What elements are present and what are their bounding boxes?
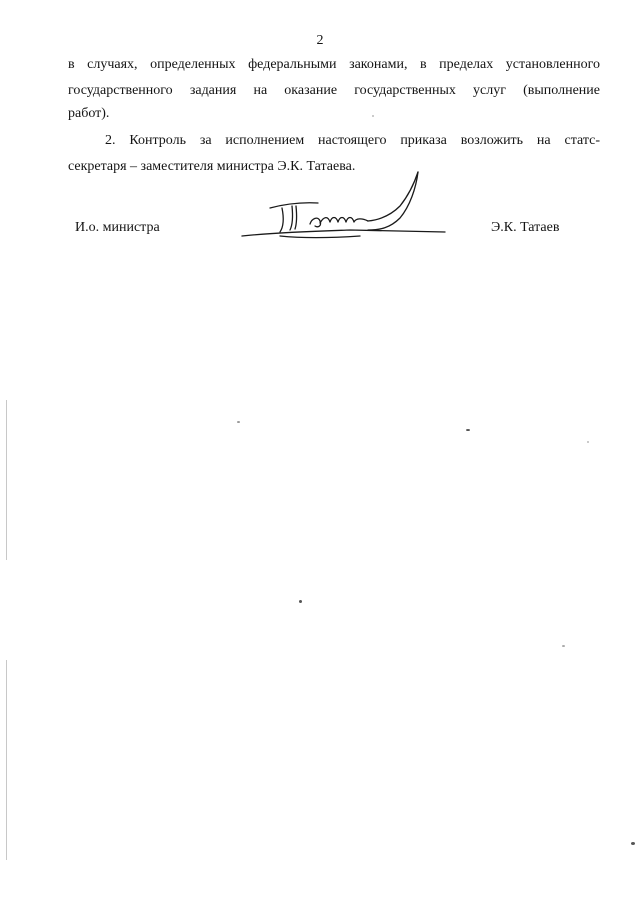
paragraph-2-line-2: секретаря – заместителя министра Э.К. Татаева. — [68, 159, 356, 174]
paragraph-1-line-2: государственного задания на оказание государственных услуг (выполнение — [68, 83, 600, 98]
paragraph-2-line-1: 2. Контроль за исполнением настоящего приказа возложить на статс- — [105, 133, 600, 148]
scan-speck — [587, 441, 589, 443]
scan-speck — [372, 115, 374, 117]
scan-speck — [631, 842, 635, 845]
paragraph-1-line-3: работ). — [68, 106, 110, 121]
handwritten-signature — [240, 166, 450, 246]
page-number: 2 — [316, 33, 324, 48]
signatory-title: И.о. министра — [75, 220, 160, 235]
scan-speck — [562, 645, 565, 647]
scan-speck — [466, 429, 470, 431]
scan-speck — [299, 600, 302, 603]
scan-edge-mark — [6, 400, 7, 560]
signatory-name: Э.К. Татаев — [491, 220, 560, 235]
paragraph-1-line-1: в случаях, определенных федеральными законами, в пределах установленного — [68, 57, 600, 72]
scan-edge-mark — [6, 660, 7, 860]
scan-speck — [237, 421, 240, 423]
